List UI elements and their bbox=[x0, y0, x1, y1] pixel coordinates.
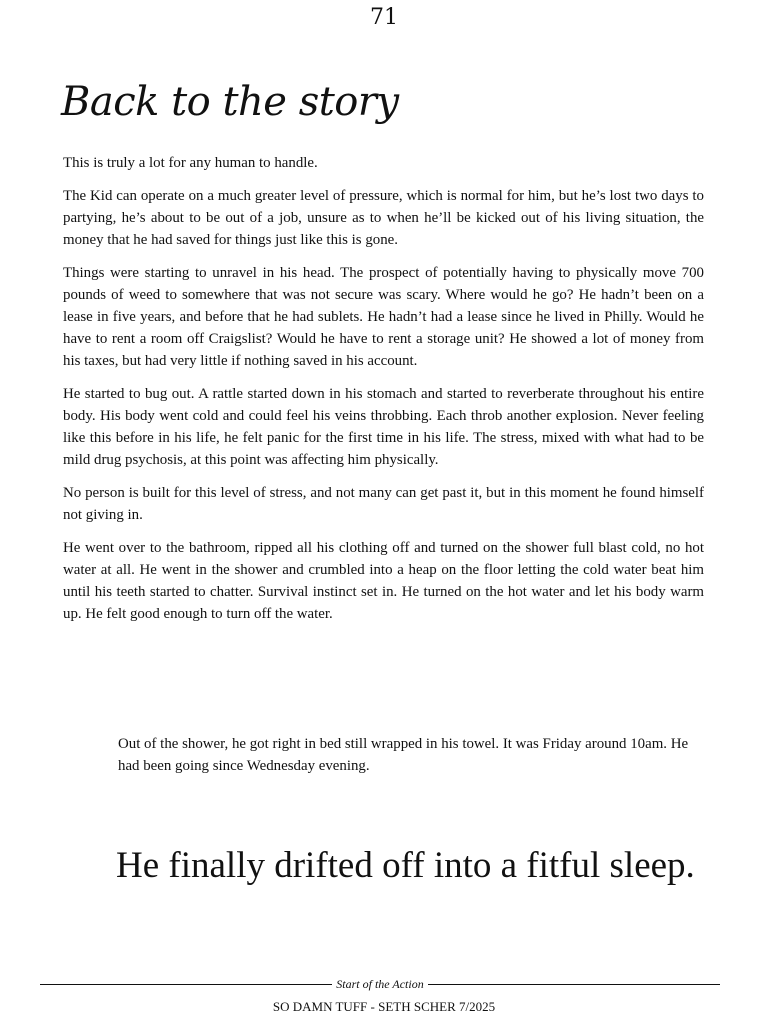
footer-credit: SO DAMN TUFF - SETH SCHER 7/2025 bbox=[272, 999, 496, 1014]
paragraph: He went over to the bathroom, ripped all his clothing off and turned on the shower full blast cold, no hot water at all. He went in the shower and crumbled into a heap on the floor letting the cold water beat him until his teeth started to chatter. Survival instinct set in. He turned on the hot water and let his body warm up. He felt good enough to turn off the water. bbox=[63, 540, 704, 622]
paragraph: Things were starting to unravel in his head. The prospect of potentially having to physically move 700 pounds of weed to somewhere that was not secure was scary. Where would he go? He hadn’t been on a lease in five years, and before that he had sublets. He hadn’t had a lease since he lived in Philly. Would he have to rent a room off Craigslist? Would he have to rent a storage unit? He showed a lot of money from his taxes, but had very little if nothing saved in his account. bbox=[63, 265, 704, 369]
indented-paragraph: Out of the shower, he got right in bed still wrapped in his towel. It was Friday around 10am. He had been going since Wednesday evening. bbox=[118, 736, 689, 774]
paragraph: This is truly a lot for any human to handle. bbox=[63, 155, 318, 171]
page-number: 71 bbox=[370, 5, 398, 30]
callout-text: He finally drifted off into a fitful sleep. bbox=[116, 845, 695, 886]
footer-divider-right bbox=[428, 984, 720, 985]
body-text bbox=[63, 152, 704, 636]
footer-section-label: Start of the Action bbox=[336, 976, 424, 991]
footer-divider-left bbox=[40, 984, 332, 985]
paragraph: He started to bug out. A rattle started down in his stomach and started to reverberate throughout his entire body. His body went cold and could feel his veins throbbing. Each throb another explosion. Never feeling like this before in his life, he felt panic for the first time in his life. The stress, mixed with what had to be mild drug psychosis, at this point was affecting him physically. bbox=[63, 386, 704, 468]
paragraph: No person is built for this level of stress, and not many can get past it, but in this moment he found himself not giving in. bbox=[63, 485, 704, 523]
paragraph: The Kid can operate on a much greater level of pressure, which is normal for him, but he’s lost two days to partying, he’s about to be out of a job, unsure as to when he’ll be kicked out of his living situation, the money that he had saved for things just like this is gone. bbox=[63, 188, 704, 248]
section-heading: Back to the story bbox=[61, 79, 399, 125]
footer-rule bbox=[40, 974, 720, 994]
